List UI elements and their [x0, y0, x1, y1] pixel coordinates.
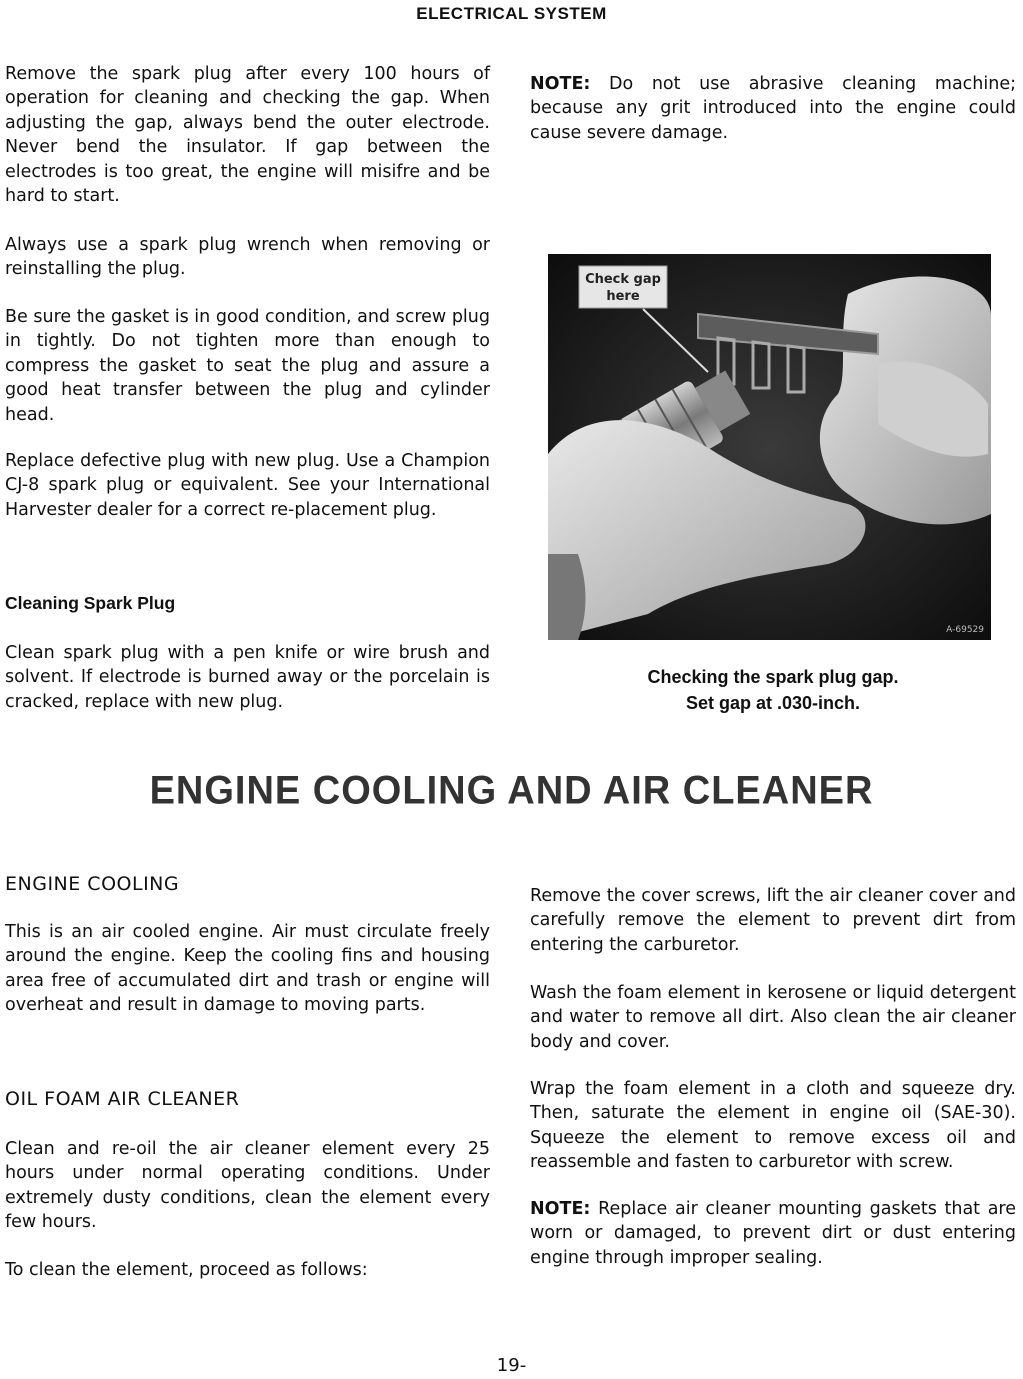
- note-text: Do not use abrasive cleaning machine; because any grit introduced into the engine could cause severe damage.: [530, 74, 1016, 143]
- note-label: NOTE:: [530, 1199, 591, 1219]
- paragraph-gasket: Be sure the gasket is in good condition, and screw plug in tightly. Do not tighten more than enough to compress the gasket to seat the plug and assure a good heat transfer between the plug and cylinder head.: [5, 307, 490, 425]
- note-text: Replace air cleaner mounting gaskets that are worn or damaged, to prevent dirt or dust entering engine through improper sealing.: [530, 1199, 1016, 1268]
- page-number: 19-: [496, 1355, 527, 1376]
- page-header: ELECTRICAL SYSTEM: [416, 4, 607, 23]
- note-gaskets: [530, 1197, 1016, 1270]
- section-title: ENGINE COOLING AND AIR CLEANER: [149, 768, 874, 814]
- heading-oil-foam-air-cleaner: OIL FOAM AIR CLEANER: [5, 1088, 240, 1110]
- note-abrasive: [530, 72, 1016, 145]
- figure-id: A-69529: [946, 625, 984, 635]
- paragraph-remove-cover: Remove the cover screws, lift the air cleaner cover and carefully remove the element to prevent dirt from entering the carburetor.: [530, 886, 1016, 955]
- paragraph-cleaning: Clean spark plug with a pen knife or wire brush and solvent. If electrode is burned away or the porcelain is cracked, replace with new plug.: [5, 643, 490, 712]
- paragraph-engine-cooling: This is an air cooled engine. Air must circulate freely around the engine. Keep the cooling fins and housing area free of accumulated dirt and trash or engine will overheat and result in damage to moving parts.: [5, 922, 490, 1016]
- figure-caption: [548, 664, 998, 716]
- paragraph-replace-plug: Replace defective plug with new plug. Use a Champion CJ-8 spark plug or equivalent. See your International Harvester dealer for a correct re-placement plug.: [5, 451, 490, 520]
- paragraph-proceed: To clean the element, proceed as follows:: [5, 1260, 368, 1280]
- paragraph-clean-reoil: Clean and re-oil the air cleaner element every 25 hours under normal operating conditions. Under extremely dusty conditions, clean the element every few hours.: [5, 1139, 490, 1233]
- caption-line2: Set gap at .030-inch.: [685, 693, 861, 713]
- paragraph-wash-element: Wash the foam element in kerosene or liquid detergent and water to remove all dirt. Also clean the air cleaner body and cover.: [530, 983, 1016, 1052]
- caption-line1: Checking the spark plug gap.: [647, 667, 899, 687]
- paragraph-spark-plug-wrench: Always use a spark plug wrench when removing or reinstalling the plug.: [5, 235, 490, 280]
- heading-engine-cooling: ENGINE COOLING: [5, 873, 180, 895]
- subheading-cleaning-spark-plug: Cleaning Spark Plug: [5, 593, 176, 613]
- paragraph-wrap-element: Wrap the foam element in a cloth and squeeze dry. Then, saturate the element in engine oil (SAE-30). Squeeze the element to remove excess oil and reassemble and fasten to carburetor with screw.: [530, 1079, 1016, 1173]
- photo-label-line2: here: [606, 289, 640, 304]
- note-label: NOTE:: [530, 74, 591, 94]
- spark-plug-photo: [548, 254, 991, 640]
- paragraph-spark-plug-removal: Remove the spark plug after every 100 hours of operation for cleaning and checking the gap. When adjusting the gap, always bend the outer electrode. Never bend the insulator. If gap between the electrodes is too great, the engine will misifre and be hard to start.: [5, 64, 490, 207]
- photo-label-line1: Check gap: [585, 272, 661, 287]
